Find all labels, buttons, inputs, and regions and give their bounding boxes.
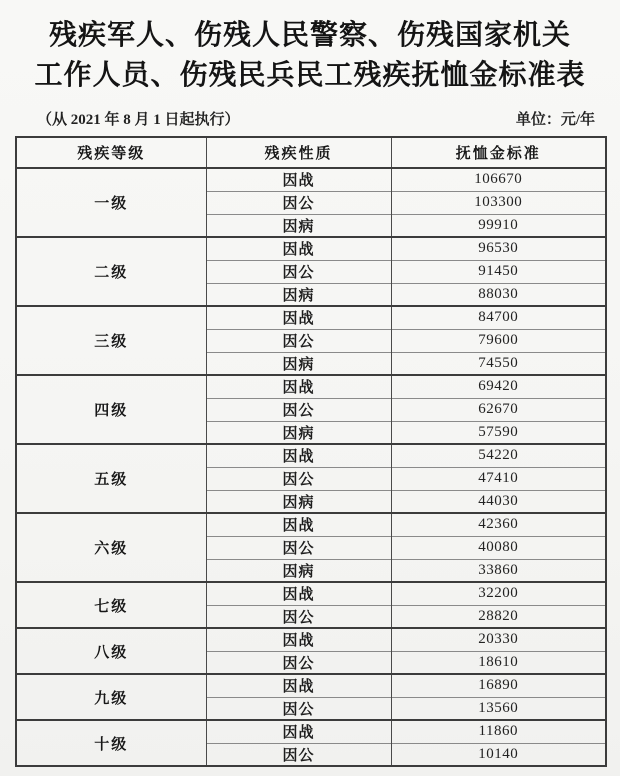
disability-nature-cell: 因公 xyxy=(206,260,391,283)
pension-amount-cell: 18610 xyxy=(391,651,606,674)
unit-label: 单位：元/年 xyxy=(515,112,595,128)
pension-amount-cell: 13560 xyxy=(391,697,606,720)
header-disability-level: 残疾等级 xyxy=(16,137,206,168)
table-header-row xyxy=(16,137,606,168)
header-pension-standard: 抚恤金标准 xyxy=(391,137,606,168)
table-row xyxy=(16,582,606,605)
pension-amount-cell: 47410 xyxy=(391,467,606,490)
pension-amount-cell: 33860 xyxy=(391,559,606,582)
disability-level-cell: 一级 xyxy=(16,168,206,237)
disability-level-cell: 五级 xyxy=(16,444,206,513)
disability-nature-cell: 因战 xyxy=(206,444,391,467)
disability-nature-cell: 因公 xyxy=(206,651,391,674)
table-header xyxy=(16,137,606,168)
disability-nature-cell: 因战 xyxy=(206,674,391,697)
disability-level-cell: 七级 xyxy=(16,582,206,628)
pension-amount-cell: 74550 xyxy=(391,352,606,375)
disability-level-cell: 二级 xyxy=(16,237,206,306)
table-row xyxy=(16,444,606,467)
pension-amount-cell: 91450 xyxy=(391,260,606,283)
effective-date-note: （从 2021 年 8 月 1 日起执行） xyxy=(37,112,240,128)
table-row xyxy=(16,513,606,536)
disability-level-cell: 九级 xyxy=(16,674,206,720)
disability-nature-cell: 因战 xyxy=(206,582,391,605)
pension-amount-cell: 84700 xyxy=(391,306,606,329)
disability-level-cell: 六级 xyxy=(16,513,206,582)
table-row xyxy=(16,168,606,191)
pension-table-body xyxy=(16,168,606,766)
disability-nature-cell: 因公 xyxy=(206,467,391,490)
pension-standards-table xyxy=(15,136,607,767)
disability-nature-cell: 因战 xyxy=(206,375,391,398)
table-row xyxy=(16,720,606,743)
disability-nature-cell: 因战 xyxy=(206,628,391,651)
disability-nature-cell: 因公 xyxy=(206,536,391,559)
pension-amount-cell: 32200 xyxy=(391,582,606,605)
pension-amount-cell: 69420 xyxy=(391,375,606,398)
disability-nature-cell: 因公 xyxy=(206,743,391,766)
pension-amount-cell: 44030 xyxy=(391,490,606,513)
disability-nature-cell: 因公 xyxy=(206,605,391,628)
pension-amount-cell: 11860 xyxy=(391,720,606,743)
pension-amount-cell: 62670 xyxy=(391,398,606,421)
pension-amount-cell: 16890 xyxy=(391,674,606,697)
disability-nature-cell: 因战 xyxy=(206,306,391,329)
pension-amount-cell: 96530 xyxy=(391,237,606,260)
disability-level-cell: 四级 xyxy=(16,375,206,444)
page-title-line-1: 残疾军人、伤残人民警察、伤残国家机关 xyxy=(48,20,571,51)
page-title xyxy=(15,16,605,96)
disability-nature-cell: 因战 xyxy=(206,720,391,743)
table-row xyxy=(16,306,606,329)
disability-nature-cell: 因公 xyxy=(206,398,391,421)
header-disability-nature: 残疾性质 xyxy=(206,137,391,168)
disability-nature-cell: 因病 xyxy=(206,352,391,375)
meta-row xyxy=(15,108,605,129)
disability-nature-cell: 因战 xyxy=(206,168,391,191)
table-row xyxy=(16,674,606,697)
table-row xyxy=(16,237,606,260)
disability-nature-cell: 因病 xyxy=(206,490,391,513)
pension-amount-cell: 99910 xyxy=(391,214,606,237)
disability-nature-cell: 因战 xyxy=(206,237,391,260)
page-title-line-2: 工作人员、伤残民兵民工残疾抚恤金标准表 xyxy=(34,60,586,91)
disability-nature-cell: 因病 xyxy=(206,559,391,582)
pension-amount-cell: 28820 xyxy=(391,605,606,628)
pension-amount-cell: 79600 xyxy=(391,329,606,352)
pension-amount-cell: 10140 xyxy=(391,743,606,766)
pension-amount-cell: 40080 xyxy=(391,536,606,559)
pension-amount-cell: 42360 xyxy=(391,513,606,536)
disability-nature-cell: 因战 xyxy=(206,513,391,536)
pension-amount-cell: 20330 xyxy=(391,628,606,651)
disability-nature-cell: 因病 xyxy=(206,214,391,237)
pension-amount-cell: 88030 xyxy=(391,283,606,306)
table-row xyxy=(16,628,606,651)
disability-nature-cell: 因公 xyxy=(206,329,391,352)
pension-amount-cell: 106670 xyxy=(391,168,606,191)
disability-nature-cell: 因病 xyxy=(206,421,391,444)
pension-amount-cell: 103300 xyxy=(391,191,606,214)
disability-level-cell: 十级 xyxy=(16,720,206,766)
disability-nature-cell: 因公 xyxy=(206,697,391,720)
disability-nature-cell: 因公 xyxy=(206,191,391,214)
disability-level-cell: 八级 xyxy=(16,628,206,674)
disability-nature-cell: 因病 xyxy=(206,283,391,306)
pension-amount-cell: 54220 xyxy=(391,444,606,467)
disability-level-cell: 三级 xyxy=(16,306,206,375)
table-row xyxy=(16,375,606,398)
pension-amount-cell: 57590 xyxy=(391,421,606,444)
